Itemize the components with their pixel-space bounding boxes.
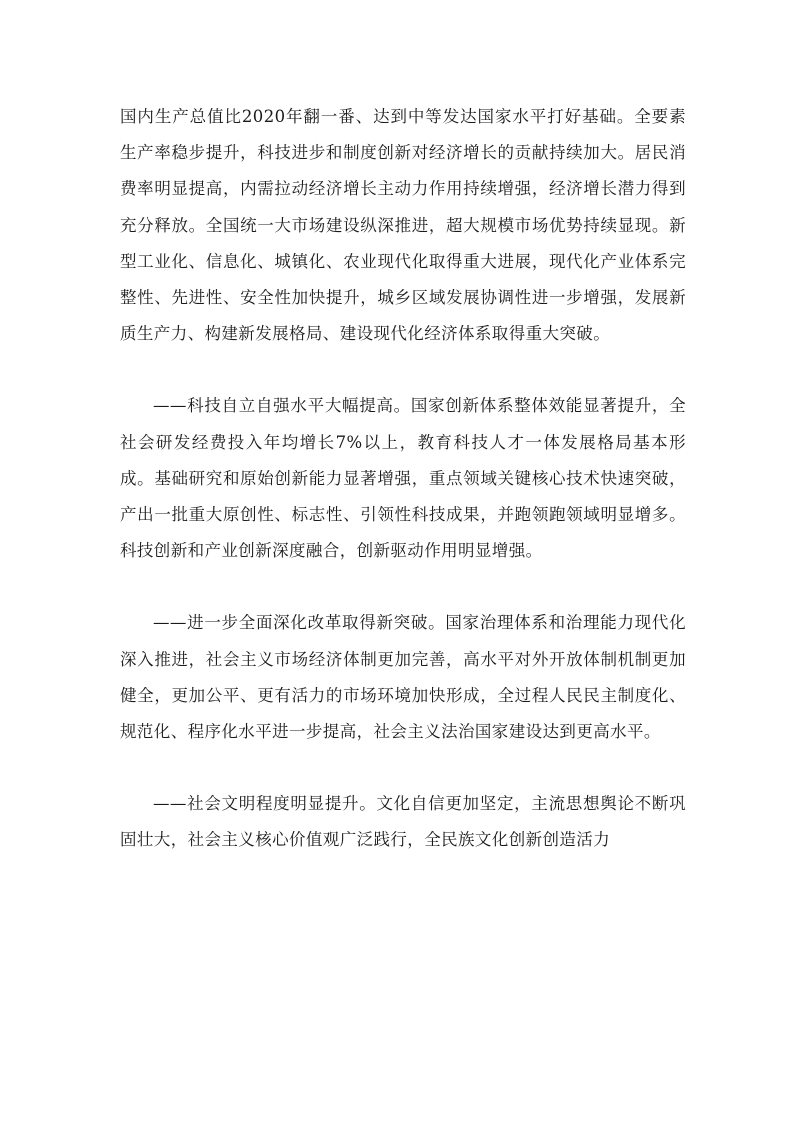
document-body bbox=[120, 99, 686, 859]
paragraph-economy: 国内生产总值比2020年翻一番、达到中等发达国家水平打好基础。全要素生产率稳步提升，科技进步和制度创新对经济增长的贡献持续加大。居民消费率明显提高，内需拉动经济增长主动力作用持续增强，经济增长潜力得到充分释放。全国统一大市场建设纵深推进，超大规模市场优势持续显现。新型工业化、信息化、城镇化、农业现代化取得重大进展，现代化产业体系完整性、先进性、安全性加快提升，城乡区域发展协调性进一步增强，发展新质生产力、构建新发展格局、建设现代化经济体系取得重大突破。 bbox=[120, 107, 686, 344]
paragraph-civilization: ——社会文明程度明显提升。文化自信更加坚定，主流思想舆论不断巩固壮大，社会主义核心价值观广泛践行，全民族文化创新创造活力 bbox=[120, 794, 686, 850]
paragraph-reform: ——进一步全面深化改革取得新突破。国家治理体系和治理能力现代化深入推进，社会主义市场经济体制更加完善，高水平对外开放体制机制更加健全，更加公平、更有活力的市场环境加快形成，全过程人民民主制度化、规范化、程序化水平进一步提高，社会主义法治国家建设达到更高水平。 bbox=[120, 613, 686, 742]
paragraph-technology: ——科技自立自强水平大幅提高。国家创新体系整体效能显著提升，全社会研发经费投入年均增长7%以上，教育科技人才一体发展格局基本形成。基础研究和原始创新能力显著增强，重点领域关键核心技术快速突破，产出一批重大原创性、标志性、引领性科技成果，并跑领跑领域明显增多。科技创新和产业创新深度融合，创新驱动作用明显增强。 bbox=[120, 396, 686, 561]
